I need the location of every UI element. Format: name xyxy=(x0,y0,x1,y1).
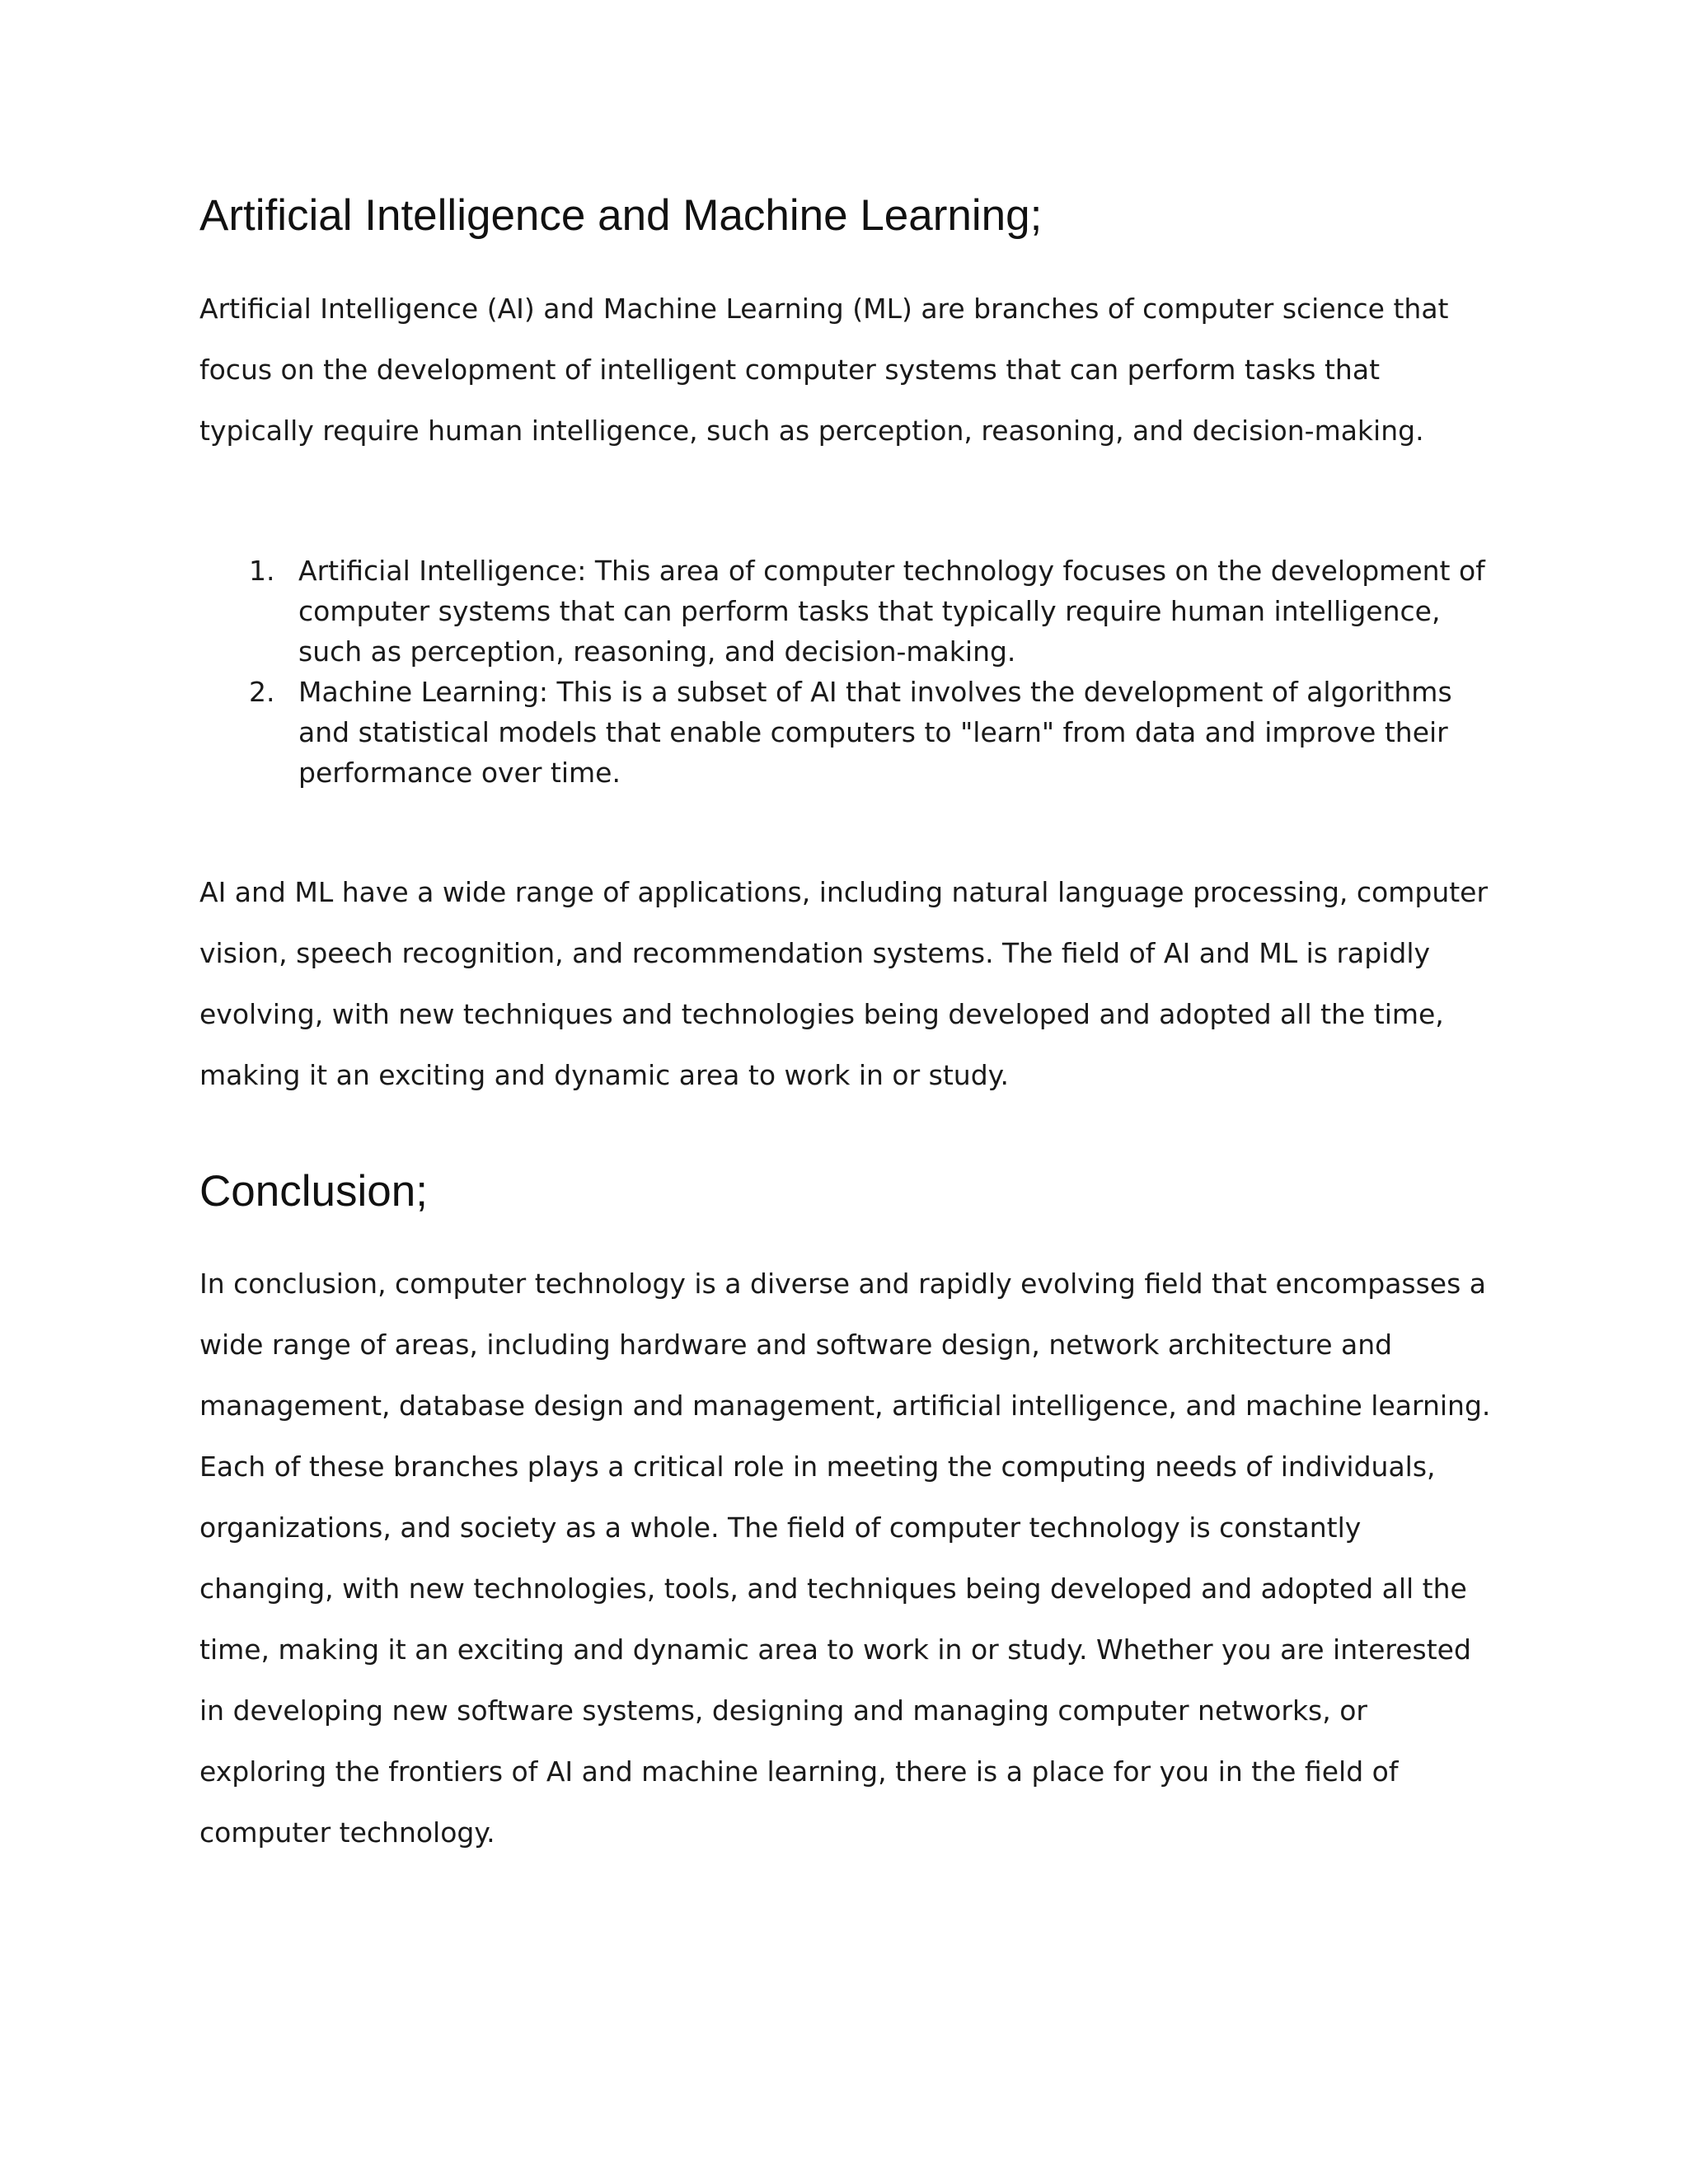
list-item xyxy=(199,551,1502,672)
applications-paragraph: AI and ML have a wide range of applications, including natural language processing, computer vision, speech recognition, and recommendation systems. The field of AI and ML is rapidly evolving, with new techniques and technologies being developed and adopted all the time, making it an exciting and dynamic area to work in or study. xyxy=(199,875,1489,1091)
list-item-text: Machine Learning: This is a subset of AI that involves the development of algorithms and statistical models that enable computers to "learn" from data and improve their performance over time. xyxy=(298,675,1452,789)
list-item-number: 1. xyxy=(249,554,275,587)
document-page xyxy=(199,190,1502,1863)
list-item-number: 2. xyxy=(249,675,275,708)
conclusion-paragraph: In conclusion, computer technology is a diverse and rapidly evolving field that encompasses a wide range of areas, including hardware and software design, network architecture and management, database design and management, artificial intelligence, and machine learning. Each of these branches plays a critical role in meeting the computing needs of individuals, organizations, and society as a whole. The field of computer technology is constantly changing, with new technologies, tools, and techniques being developed and adopted all the time, making it an exciting and dynamic area to work in or study. Whether you are interested in developing new software systems, designing and managing computer networks, or exploring the frontiers of AI and machine learning, there is a place for you in the field of computer technology. xyxy=(199,1268,1491,1849)
list-item xyxy=(199,672,1502,793)
intro-paragraph: Artificial Intelligence (AI) and Machine Learning (ML) are branches of computer science that focus on the development of intelligent computer systems that can perform tasks that typically require human intelligence, such as perception, reasoning, and decision-making. xyxy=(199,292,1449,447)
section-heading-conclusion: Conclusion; xyxy=(199,1166,428,1216)
list-item-text: Artificial Intelligence: This area of computer technology focuses on the development of computer systems that can perform tasks that typically require human intelligence, such as perception, reasoning, and decision-making. xyxy=(298,554,1485,668)
numbered-list xyxy=(199,551,1502,793)
section-heading-ai-ml: Artificial Intelligence and Machine Learning; xyxy=(199,191,1043,240)
